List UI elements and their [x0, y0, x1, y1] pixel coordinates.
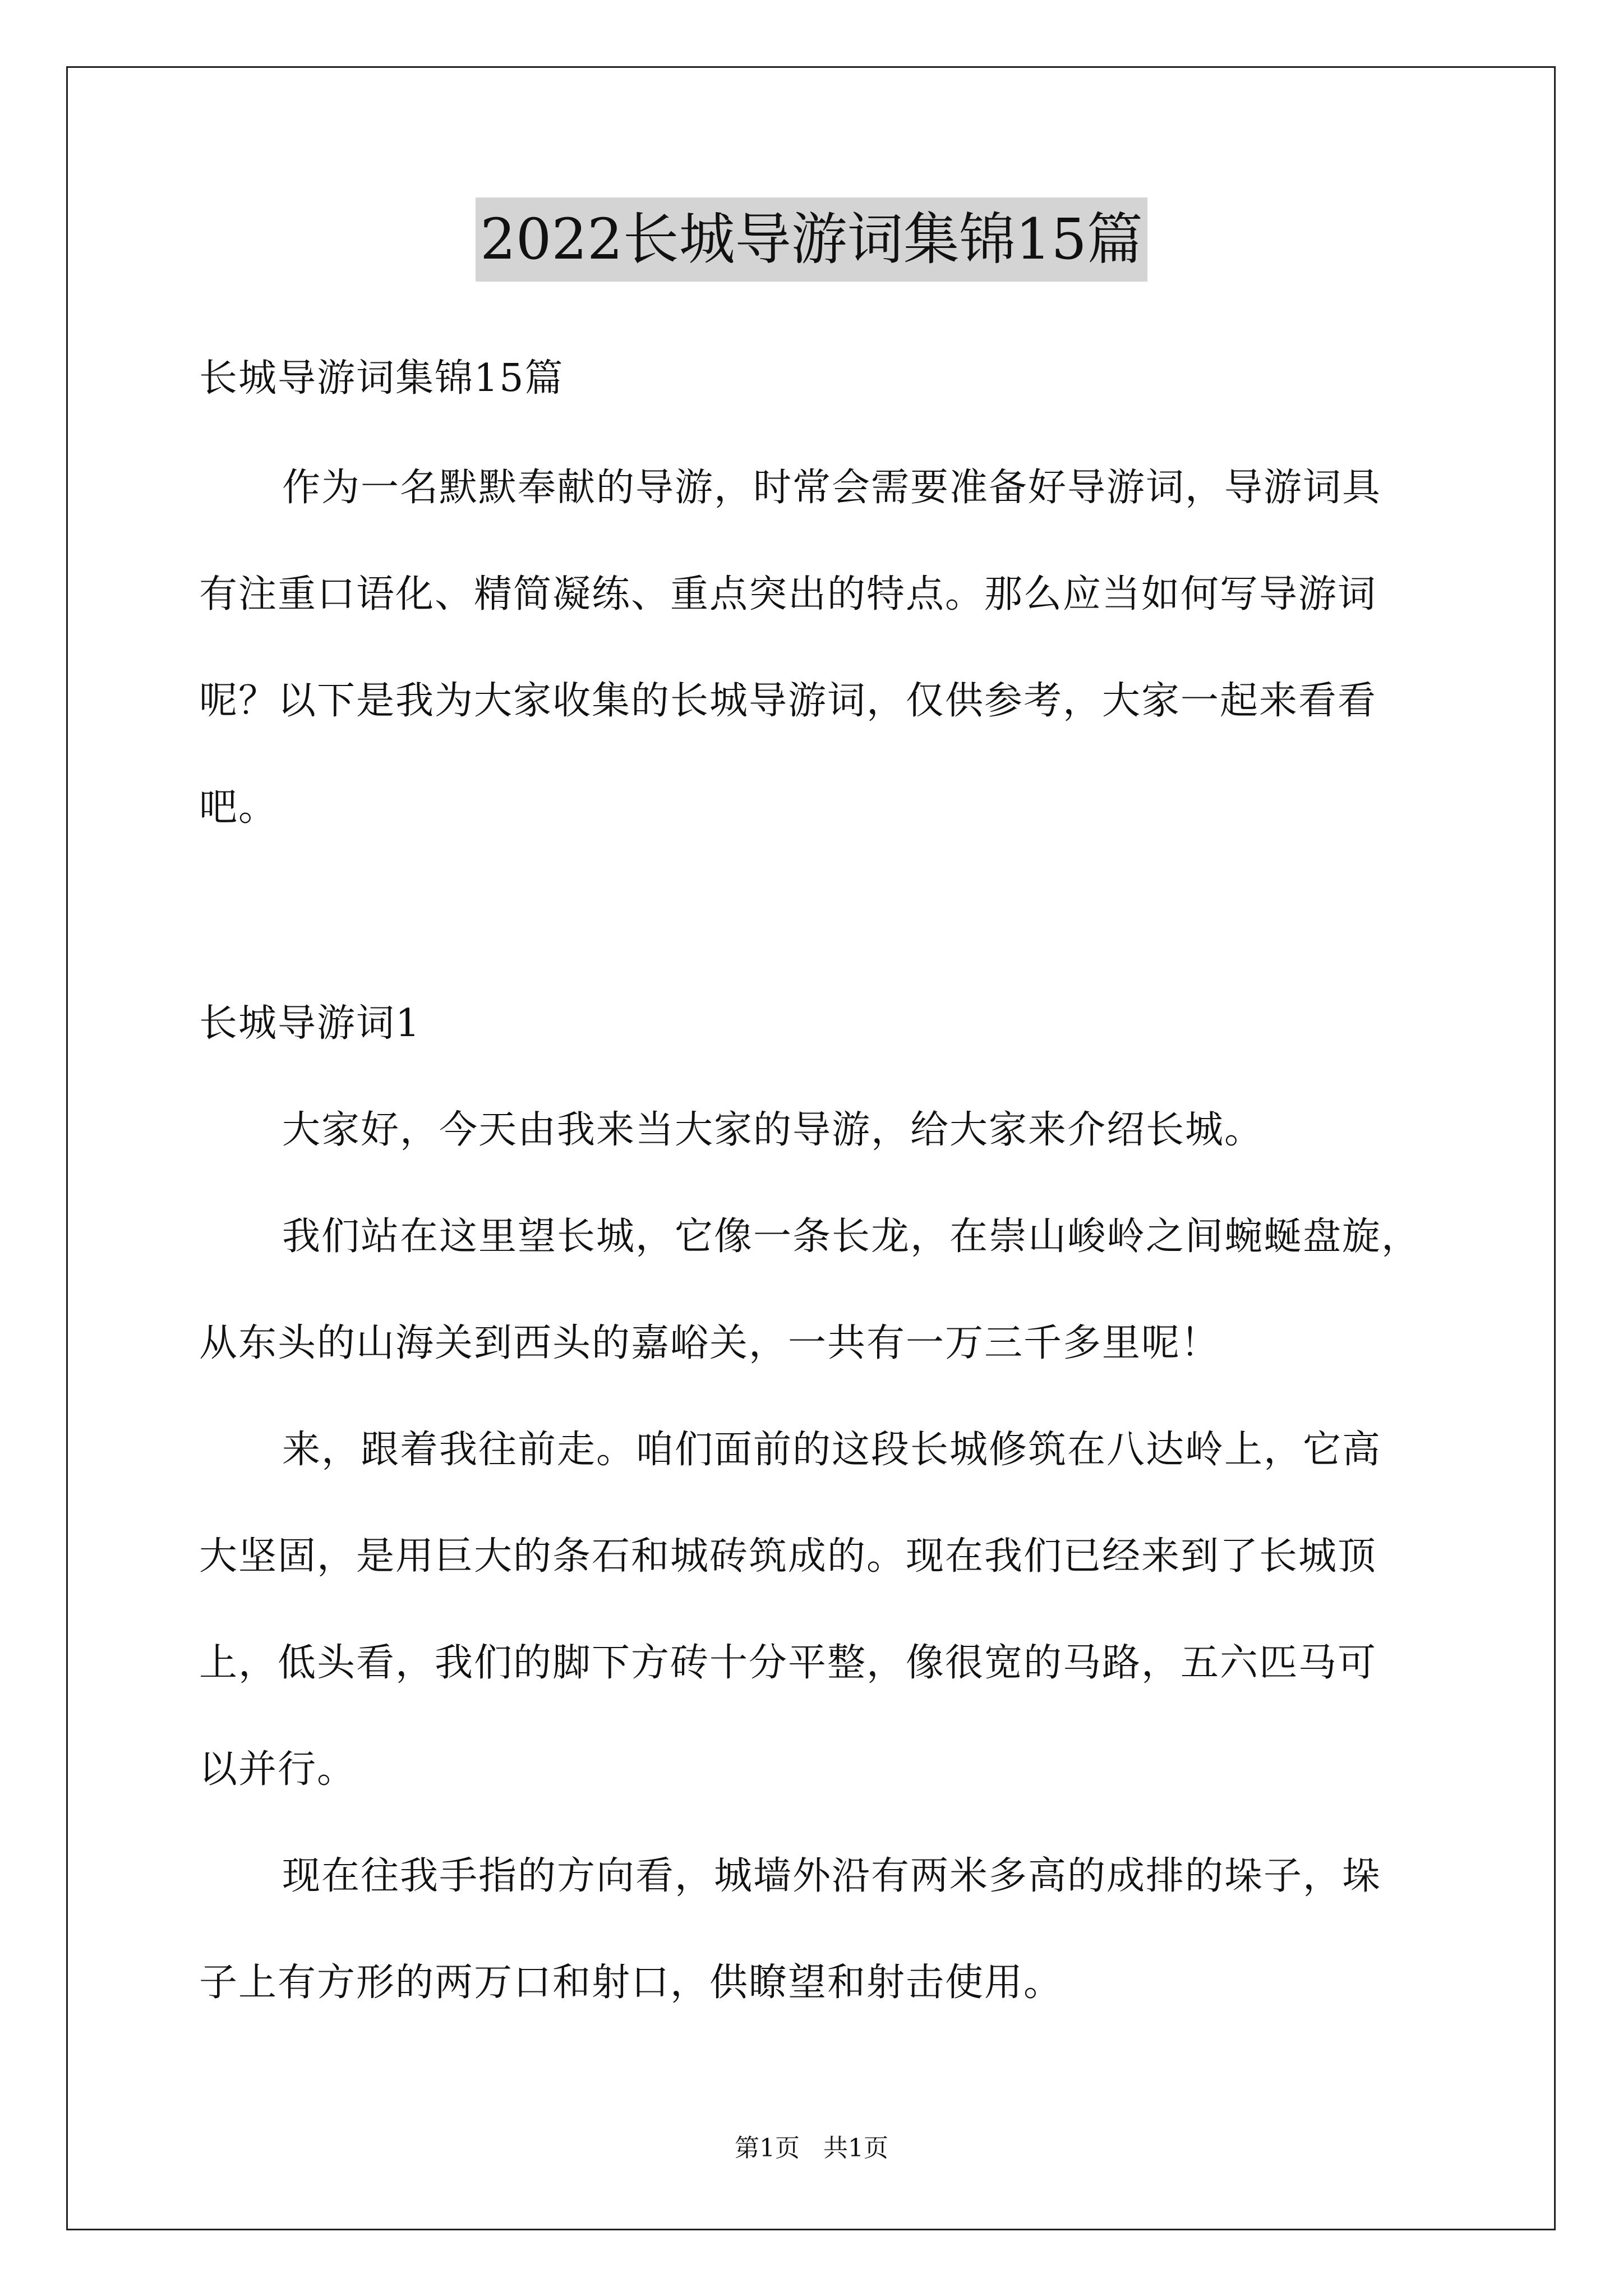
body-line: 子上有方形的两万口和射口，供瞭望和射击使用。: [199, 1961, 1063, 2005]
document-subtitle: 长城导游词集锦15篇: [199, 356, 564, 401]
document-title: 2022长城导游词集锦15篇: [476, 197, 1147, 282]
body-line: 大家好，今天由我来当大家的导游，给大家来介绍长城。: [282, 1108, 1264, 1152]
page-number-footer: 第1页 共1页: [735, 2134, 888, 2162]
body-line: 来，跟着我往前走。咱们面前的这段长城修筑在八达岭上，它高: [282, 1428, 1382, 1472]
intro-line: 有注重口语化、精简凝练、重点突出的特点。那么应当如何写导游词: [199, 572, 1377, 616]
intro-line: 作为一名默默奉献的导游，时常会需要准备好导游词，导游词具: [282, 466, 1382, 510]
body-line: 现在往我手指的方向看，城墙外沿有两米多高的成排的垛子，垛: [282, 1854, 1382, 1898]
body-line: 以并行。: [199, 1747, 357, 1792]
body-line: 从东头的山海关到西头的嘉峪关，一共有一万三千多里呢！: [199, 1321, 1220, 1365]
intro-line: 呢？以下是我为大家收集的长城导游词，仅供参考，大家一起来看看: [199, 679, 1377, 723]
body-line: 上，低头看，我们的脚下方砖十分平整，像很宽的马路，五六匹马可: [199, 1641, 1377, 1685]
intro-line: 吧。: [199, 785, 278, 830]
section-heading: 长城导游词1: [199, 1001, 421, 1046]
title-container: [0, 197, 1623, 282]
body-line: 我们站在这里望长城，它像一条长龙，在崇山峻岭之间蜿蜒盘旋，: [282, 1214, 1421, 1259]
body-line: 大坚固，是用巨大的条石和城砖筑成的。现在我们已经来到了长城顶: [199, 1534, 1377, 1579]
